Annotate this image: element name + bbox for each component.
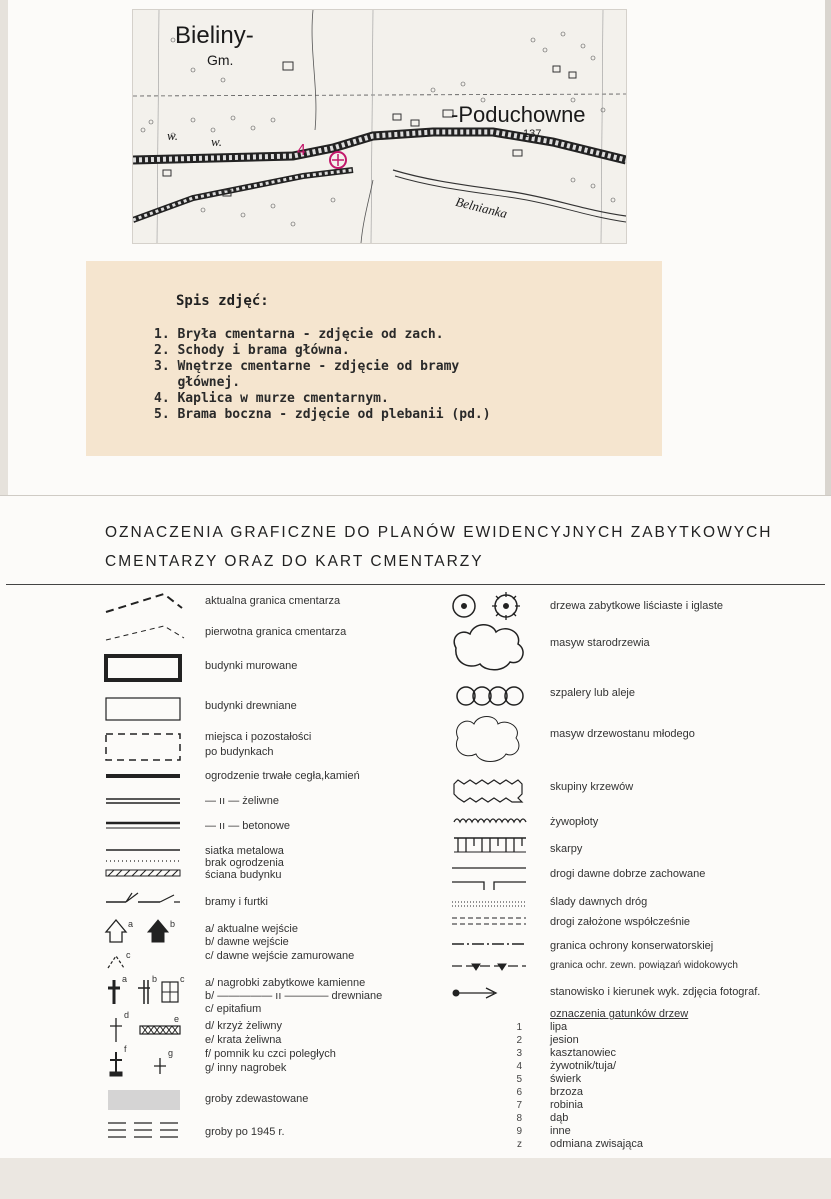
legend-hedges: żywopłoty — [550, 816, 599, 828]
photo-list-card — [86, 261, 662, 456]
species-name: odmiana zwisająca — [550, 1138, 643, 1150]
svg-text:c: c — [126, 950, 131, 960]
legend-roads-modern: drogi założone współcześnie — [550, 916, 691, 928]
legend-masonry-buildings: budynki murowane — [205, 660, 298, 672]
legend-divider — [6, 584, 825, 585]
legend-species-header: oznaczenia gatunków drzew — [550, 1008, 689, 1020]
species-number: 7 — [516, 1100, 522, 1111]
species-number: 5 — [516, 1074, 522, 1085]
legend-graves-1945: groby po 1945 r. — [205, 1126, 285, 1138]
legend-remains-1: miejsca i pozostałości — [205, 731, 312, 743]
legend-view-boundary: granica ochr. zewn. powiązań widokowych — [550, 960, 738, 971]
legend-grille-iron: e/ krata żeliwna — [205, 1034, 282, 1046]
legend-rows-alleys: szpalery lub aleje — [550, 687, 635, 699]
map-label-bieliny: Bieliny- — [175, 22, 254, 49]
species-number: 9 — [516, 1126, 522, 1137]
photo-list-title: Spis zdjęć: — [176, 293, 269, 309]
legend-roads-preserved: drogi dawne dobrze zachowane — [550, 868, 706, 880]
svg-text:d: d — [124, 1010, 130, 1020]
legend-shrubs: skupiny krzewów — [550, 781, 634, 793]
legend-old-stand: masyw starodrzewia — [550, 637, 650, 649]
species-name: jesion — [550, 1034, 579, 1046]
legend-right-symbols — [450, 588, 540, 1008]
species-name: kasztanowiec — [550, 1047, 617, 1059]
svg-text:b: b — [170, 919, 176, 929]
species-number: z — [517, 1139, 522, 1150]
map-label-w2: w. — [211, 134, 222, 149]
legend-tombs-stone: a/ nagrobki zabytkowe kamienne — [205, 977, 366, 989]
legend-protection-boundary: granica ochrony konserwatorskiej — [550, 940, 714, 952]
map-label-poduchowne: -Poduchowne — [451, 102, 586, 127]
species-number: 3 — [516, 1048, 522, 1059]
svg-text:a: a — [128, 919, 134, 929]
species-name: lipa — [550, 1021, 568, 1033]
legend-roads-traces: ślady dawnych dróg — [550, 896, 648, 908]
photo-item-5: 5. Brama boczna - zdjęcie od plebanii (pd.) — [154, 407, 491, 422]
svg-text:a: a — [122, 974, 128, 984]
legend-fence-iron: — ıı — żeliwne — [205, 795, 279, 807]
species-number: 4 — [516, 1061, 522, 1072]
map-label-elevation: 137 — [523, 128, 542, 140]
svg-text:b: b — [152, 974, 158, 984]
legend-fence-metal: siatka metalowa — [205, 845, 284, 857]
photo-item-4: 4. Kaplica w murze cmentarnym. — [154, 391, 389, 406]
legend-left-symbols — [104, 590, 194, 1150]
legend-photo-position: stanowisko i kierunek wyk. zdjęcia fotograf. — [550, 986, 761, 998]
svg-text:e: e — [174, 1014, 180, 1024]
legend-epitaph: c/ epitafium — [205, 1003, 262, 1015]
legend-building-wall: ściana budynku — [205, 869, 282, 881]
svg-text:g: g — [168, 1048, 174, 1058]
legend-entry-current: a/ aktualne wejście — [205, 923, 298, 935]
legend-cross-iron: d/ krzyż żeliwny — [205, 1020, 283, 1032]
legend-fence-permanent: ogrodzenie trwałe cegła,kamień — [205, 770, 360, 782]
species-name: żywotnik/tuja/ — [550, 1060, 617, 1072]
species-name: brzoza — [550, 1086, 584, 1098]
legend-other-tomb: g/ inny nagrobek — [205, 1062, 287, 1074]
photo-item-3-cont: głównej. — [154, 375, 241, 390]
photo-item-2: 2. Schody i brama główna. — [154, 343, 350, 358]
legend-gates: bramy i furtki — [205, 896, 268, 908]
legend-entry-walled: c/ dawne wejście zamurowane — [205, 950, 355, 962]
legend-no-fence: brak ogrodzenia — [205, 857, 284, 869]
legend-remains-2: po budynkach — [205, 746, 274, 758]
species-number: 2 — [516, 1035, 522, 1046]
legend-memorial: f/ pomnik ku czci poległych — [205, 1048, 336, 1060]
map-label-gm: Gm. — [207, 52, 234, 68]
legend-entry-old: b/ dawne wejście — [205, 936, 289, 948]
map-label-river: Belnianka — [454, 193, 509, 222]
legend-young-stand: masyw drzewostanu młodego — [550, 728, 695, 740]
svg-text:f: f — [124, 1044, 127, 1054]
legend-current-boundary: aktualna granica cmentarza — [205, 595, 341, 607]
legend-trees: drzewa zabytkowe liściaste i iglaste — [550, 600, 724, 612]
legend-tombs-wood: b/ ————— ıı ———— drewniane — [205, 990, 383, 1002]
legend-wooden-buildings: budynki drewniane — [205, 700, 297, 712]
scan-bottom-band — [0, 1158, 831, 1199]
species-name: robinia — [550, 1099, 584, 1111]
species-name: inne — [550, 1125, 571, 1137]
legend-title-line2: CMENTARZY ORAZ DO KART CMENTARZY — [105, 553, 484, 570]
species-name: dąb — [550, 1112, 569, 1124]
photo-list — [154, 327, 491, 423]
species-number: 6 — [516, 1087, 522, 1098]
species-number: 8 — [516, 1113, 522, 1124]
species-name: świerk — [550, 1073, 582, 1085]
map-marker-number: 4 — [297, 142, 306, 159]
svg-text:c: c — [180, 974, 185, 984]
legend-original-boundary: pierwotna granica cmentarza — [205, 626, 347, 638]
map-fragment — [132, 9, 627, 244]
map-label-w1: w. — [167, 128, 178, 143]
photo-item-3: 3. Wnętrze cmentarne - zdjęcie od bramy — [154, 359, 460, 374]
legend-fence-concrete: — ıı — betonowe — [205, 820, 290, 832]
legend-title-line1: OZNACZENIA GRAFICZNE DO PLANÓW EWIDENCYJNYCH ZABYTKOWYCH — [105, 524, 773, 541]
legend-escarpments: skarpy — [550, 843, 583, 855]
photo-item-1: 1. Bryła cmentarna - zdjęcie od zach. — [154, 327, 444, 342]
legend-graves-destroyed: groby zdewastowane — [205, 1093, 309, 1105]
species-number: 1 — [516, 1022, 522, 1033]
